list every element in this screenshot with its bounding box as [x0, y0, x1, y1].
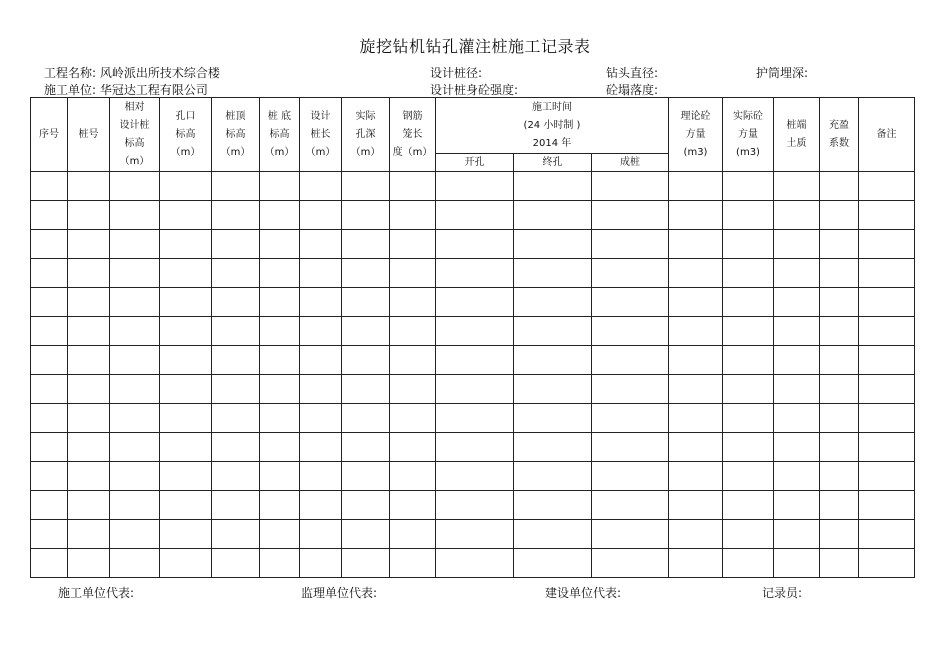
table-cell[interactable] [820, 462, 859, 491]
table-cell[interactable] [592, 404, 669, 433]
table-cell[interactable] [342, 201, 390, 230]
table-row [31, 462, 915, 491]
table-cell[interactable] [592, 172, 669, 201]
table-cell[interactable] [110, 259, 160, 288]
table-cell[interactable] [300, 259, 342, 288]
table-cell[interactable] [820, 201, 859, 230]
table-cell[interactable] [514, 288, 592, 317]
table-cell[interactable] [723, 491, 774, 520]
header-final-hole: 终孔 [514, 154, 592, 172]
table-cell[interactable] [110, 317, 160, 346]
header-filling-factor: 充盈 系数 [820, 98, 859, 172]
table-cell[interactable] [774, 346, 820, 375]
table-cell[interactable] [212, 346, 260, 375]
table-cell[interactable] [390, 201, 436, 230]
table-cell[interactable] [669, 549, 723, 578]
table-cell[interactable] [342, 520, 390, 549]
header-pile-end-soil: 桩端 土质 [774, 98, 820, 172]
table-cell[interactable] [31, 491, 68, 520]
table-cell[interactable] [212, 404, 260, 433]
table-cell[interactable] [436, 375, 514, 404]
table-cell[interactable] [342, 404, 390, 433]
table-cell[interactable] [436, 491, 514, 520]
table-cell[interactable] [212, 317, 260, 346]
table-cell[interactable] [68, 230, 110, 259]
table-cell[interactable] [110, 230, 160, 259]
table-cell[interactable] [514, 230, 592, 259]
table-cell[interactable] [859, 230, 915, 259]
table-cell[interactable] [68, 346, 110, 375]
table-cell[interactable] [260, 288, 300, 317]
table-cell[interactable] [820, 433, 859, 462]
table-cell[interactable] [160, 433, 212, 462]
table-cell[interactable] [514, 491, 592, 520]
table-cell[interactable] [592, 346, 669, 375]
table-cell[interactable] [774, 433, 820, 462]
table-cell[interactable] [160, 201, 212, 230]
table-cell[interactable] [592, 259, 669, 288]
table-row [31, 172, 915, 201]
table-cell[interactable] [514, 462, 592, 491]
table-row [31, 549, 915, 578]
table-cell[interactable] [342, 317, 390, 346]
time-group-line3: 2014 年 [532, 137, 572, 149]
table-cell[interactable] [436, 433, 514, 462]
table-cell[interactable] [669, 433, 723, 462]
table-cell[interactable] [820, 346, 859, 375]
table-cell[interactable] [723, 288, 774, 317]
table-cell[interactable] [514, 259, 592, 288]
table-cell[interactable] [300, 520, 342, 549]
table-cell[interactable] [31, 462, 68, 491]
table-cell[interactable] [110, 404, 160, 433]
table-cell[interactable] [820, 317, 859, 346]
header-theory-volume: 理论砼 方量 (m3) [669, 98, 723, 172]
table-cell[interactable] [110, 375, 160, 404]
table-cell[interactable] [436, 549, 514, 578]
table-cell[interactable] [31, 201, 68, 230]
table-row [31, 259, 915, 288]
table-cell[interactable] [31, 549, 68, 578]
table-cell[interactable] [669, 404, 723, 433]
table-cell[interactable] [342, 288, 390, 317]
table-cell[interactable] [31, 317, 68, 346]
table-cell[interactable] [390, 172, 436, 201]
table-cell[interactable] [260, 433, 300, 462]
table-cell[interactable] [669, 317, 723, 346]
table-cell[interactable] [723, 346, 774, 375]
table-cell[interactable] [68, 549, 110, 578]
table-cell[interactable] [820, 404, 859, 433]
table-cell[interactable] [212, 433, 260, 462]
table-cell[interactable] [300, 433, 342, 462]
table-cell[interactable] [592, 520, 669, 549]
table-cell[interactable] [68, 201, 110, 230]
table-cell[interactable] [774, 520, 820, 549]
construction-record-table [30, 97, 915, 578]
header-pile-no: 桩号 [68, 98, 110, 172]
header-pile-top: 桩顶 标高 （m） [212, 98, 260, 172]
table-cell[interactable] [390, 404, 436, 433]
table-cell[interactable] [212, 288, 260, 317]
table-cell[interactable] [669, 375, 723, 404]
table-cell[interactable] [342, 491, 390, 520]
table-cell[interactable] [820, 172, 859, 201]
table-cell[interactable] [514, 433, 592, 462]
table-cell[interactable] [669, 520, 723, 549]
table-cell[interactable] [212, 491, 260, 520]
table-cell[interactable] [436, 346, 514, 375]
table-cell[interactable] [436, 201, 514, 230]
table-cell[interactable] [212, 462, 260, 491]
table-cell[interactable] [859, 404, 915, 433]
header-remarks: 备注 [859, 98, 915, 172]
table-row [31, 230, 915, 259]
table-cell[interactable] [774, 462, 820, 491]
table-cell[interactable] [859, 433, 915, 462]
casing-depth-label: 护筒埋深: [756, 66, 809, 80]
table-row [31, 520, 915, 549]
table-cell[interactable] [260, 375, 300, 404]
table-cell[interactable] [592, 230, 669, 259]
table-cell[interactable] [260, 201, 300, 230]
table-cell[interactable] [436, 317, 514, 346]
table-cell[interactable] [31, 288, 68, 317]
table-cell[interactable] [342, 462, 390, 491]
table-cell[interactable] [212, 172, 260, 201]
project-name-label: 工程名称: 风岭派出所技术综合楼 [44, 66, 220, 80]
table-cell[interactable] [820, 288, 859, 317]
table-cell[interactable] [820, 230, 859, 259]
table-cell[interactable] [436, 259, 514, 288]
table-cell[interactable] [390, 346, 436, 375]
table-cell[interactable] [514, 520, 592, 549]
table-cell[interactable] [820, 491, 859, 520]
header-design-length: 设计 桩长 （m） [300, 98, 342, 172]
table-cell[interactable] [774, 230, 820, 259]
table-cell[interactable] [342, 172, 390, 201]
table-cell[interactable] [774, 259, 820, 288]
table-cell[interactable] [160, 317, 212, 346]
table-cell[interactable] [774, 201, 820, 230]
table-cell[interactable] [110, 491, 160, 520]
table-cell[interactable] [390, 288, 436, 317]
table-cell[interactable] [300, 462, 342, 491]
header-rel-design-top: 相对 设计桩 标高 （m） [110, 98, 160, 172]
table-cell[interactable] [110, 462, 160, 491]
table-row [31, 404, 915, 433]
table-cell[interactable] [342, 259, 390, 288]
table-cell[interactable] [436, 520, 514, 549]
table-cell[interactable] [723, 172, 774, 201]
owner-rep-label: 建设单位代表: [545, 586, 622, 600]
table-cell[interactable] [31, 375, 68, 404]
table-cell[interactable] [160, 491, 212, 520]
table-cell[interactable] [260, 520, 300, 549]
table-cell[interactable] [342, 346, 390, 375]
table-cell[interactable] [774, 491, 820, 520]
time-group-line2: (24 小时制 ) [523, 119, 581, 131]
table-cell[interactable] [68, 317, 110, 346]
table-cell[interactable] [342, 230, 390, 259]
table-cell[interactable] [859, 201, 915, 230]
design-pile-diameter-label: 设计桩径: [430, 66, 483, 80]
table-cell[interactable] [436, 230, 514, 259]
table-cell[interactable] [820, 259, 859, 288]
table-cell[interactable] [592, 549, 669, 578]
slump-label: 砼塌落度: [606, 83, 659, 97]
table-cell[interactable] [390, 317, 436, 346]
table-cell[interactable] [723, 230, 774, 259]
table-cell[interactable] [68, 375, 110, 404]
table-cell[interactable] [160, 462, 212, 491]
time-group-line1: 施工时间 [532, 101, 572, 113]
table-cell[interactable] [859, 549, 915, 578]
table-cell[interactable] [669, 346, 723, 375]
table-cell[interactable] [300, 346, 342, 375]
table-cell[interactable] [390, 433, 436, 462]
table-cell[interactable] [260, 317, 300, 346]
table-cell[interactable] [110, 346, 160, 375]
table-row [31, 375, 915, 404]
header-cage-length: 钢筋 笼长 度（m） [390, 98, 436, 172]
table-cell[interactable] [390, 462, 436, 491]
table-cell[interactable] [300, 549, 342, 578]
table-cell[interactable] [859, 317, 915, 346]
table-cell[interactable] [390, 375, 436, 404]
table-cell[interactable] [300, 288, 342, 317]
table-cell[interactable] [212, 201, 260, 230]
table-cell[interactable] [436, 172, 514, 201]
header-open-hole: 开孔 [436, 154, 514, 172]
header-actual-volume: 实际砼 方量 (m3) [723, 98, 774, 172]
table-cell[interactable] [723, 317, 774, 346]
table-cell[interactable] [31, 172, 68, 201]
table-cell[interactable] [592, 201, 669, 230]
table-cell[interactable] [592, 462, 669, 491]
table-cell[interactable] [514, 172, 592, 201]
table-row [31, 317, 915, 346]
table-cell[interactable] [592, 491, 669, 520]
table-cell[interactable] [260, 462, 300, 491]
table-cell[interactable] [260, 491, 300, 520]
table-cell[interactable] [300, 404, 342, 433]
table-cell[interactable] [669, 462, 723, 491]
table-cell[interactable] [31, 433, 68, 462]
table-cell[interactable] [31, 404, 68, 433]
table-cell[interactable] [260, 172, 300, 201]
table-cell[interactable] [342, 549, 390, 578]
table-cell[interactable] [212, 259, 260, 288]
table-cell[interactable] [390, 549, 436, 578]
header-pile-bottom: 桩 底 标高 （m） [260, 98, 300, 172]
table-cell[interactable] [160, 172, 212, 201]
table-cell[interactable] [110, 433, 160, 462]
table-cell[interactable] [774, 288, 820, 317]
table-cell[interactable] [514, 549, 592, 578]
table-cell[interactable] [820, 375, 859, 404]
table-cell[interactable] [774, 317, 820, 346]
drill-bit-diameter-label: 钻头直径: [606, 66, 659, 80]
table-cell[interactable] [723, 375, 774, 404]
table-cell[interactable] [110, 520, 160, 549]
table-cell[interactable] [68, 259, 110, 288]
table-cell[interactable] [68, 404, 110, 433]
table-cell[interactable] [110, 172, 160, 201]
table-cell[interactable] [859, 462, 915, 491]
table-cell[interactable] [514, 201, 592, 230]
table-cell[interactable] [31, 520, 68, 549]
table-row [31, 288, 915, 317]
table-cell[interactable] [859, 520, 915, 549]
table-cell[interactable] [669, 172, 723, 201]
table-cell[interactable] [723, 520, 774, 549]
table-cell[interactable] [68, 462, 110, 491]
table-cell[interactable] [160, 288, 212, 317]
table-cell[interactable] [260, 230, 300, 259]
table-cell[interactable] [859, 172, 915, 201]
table-cell[interactable] [300, 230, 342, 259]
table-cell[interactable] [160, 404, 212, 433]
table-cell[interactable] [160, 346, 212, 375]
table-cell[interactable] [436, 288, 514, 317]
table-cell[interactable] [774, 549, 820, 578]
table-cell[interactable] [300, 317, 342, 346]
table-cell[interactable] [859, 375, 915, 404]
header-construction-time [436, 98, 669, 154]
table-cell[interactable] [212, 230, 260, 259]
table-cell[interactable] [436, 462, 514, 491]
construction-unit-label: 施工单位: 华冠达工程有限公司 [44, 83, 208, 97]
table-cell[interactable] [300, 172, 342, 201]
table-cell[interactable] [390, 491, 436, 520]
table-cell[interactable] [300, 491, 342, 520]
table-cell[interactable] [774, 375, 820, 404]
table-cell[interactable] [31, 230, 68, 259]
table-cell[interactable] [212, 549, 260, 578]
record-rows [31, 172, 915, 578]
table-cell[interactable] [160, 375, 212, 404]
table-cell[interactable] [859, 259, 915, 288]
table-cell[interactable] [669, 201, 723, 230]
header-seq: 序号 [31, 98, 68, 172]
table-cell[interactable] [859, 491, 915, 520]
table-cell[interactable] [820, 520, 859, 549]
table-cell[interactable] [820, 549, 859, 578]
header-pile-formed: 成桩 [592, 154, 669, 172]
design-concrete-strength-label: 设计桩身砼强度: [430, 83, 519, 97]
table-cell[interactable] [669, 259, 723, 288]
table-cell[interactable] [160, 549, 212, 578]
table-row [31, 346, 915, 375]
table-cell[interactable] [723, 201, 774, 230]
table-row [31, 201, 915, 230]
header-actual-depth: 实际 孔深 （m） [342, 98, 390, 172]
table-cell[interactable] [592, 375, 669, 404]
table-cell[interactable] [723, 462, 774, 491]
table-cell[interactable] [436, 404, 514, 433]
table-cell[interactable] [592, 433, 669, 462]
table-cell[interactable] [160, 520, 212, 549]
table-cell[interactable] [212, 375, 260, 404]
table-cell[interactable] [669, 491, 723, 520]
table-cell[interactable] [514, 404, 592, 433]
page-title: 旋挖钻机钻孔灌注桩施工记录表 [359, 37, 591, 56]
table-cell[interactable] [514, 317, 592, 346]
table-cell[interactable] [390, 520, 436, 549]
table-cell[interactable] [212, 520, 260, 549]
table-cell[interactable] [859, 346, 915, 375]
table-cell[interactable] [723, 259, 774, 288]
table-cell[interactable] [160, 259, 212, 288]
table-cell[interactable] [68, 520, 110, 549]
table-cell[interactable] [669, 288, 723, 317]
table-cell[interactable] [774, 404, 820, 433]
table-cell[interactable] [260, 259, 300, 288]
table-cell[interactable] [260, 404, 300, 433]
table-cell[interactable] [342, 375, 390, 404]
header-hole-mouth: 孔口 标高 （m） [160, 98, 212, 172]
table-cell[interactable] [592, 288, 669, 317]
table-cell[interactable] [68, 433, 110, 462]
table-cell[interactable] [723, 433, 774, 462]
table-cell[interactable] [774, 172, 820, 201]
table-cell[interactable] [592, 317, 669, 346]
table-cell[interactable] [260, 346, 300, 375]
table-cell[interactable] [723, 404, 774, 433]
table-row [31, 433, 915, 462]
supervision-rep-label: 监理单位代表: [301, 586, 378, 600]
table-cell[interactable] [68, 288, 110, 317]
table-cell[interactable] [110, 201, 160, 230]
construction-rep-label: 施工单位代表: [58, 586, 135, 600]
table-row [31, 491, 915, 520]
table-cell[interactable] [68, 172, 110, 201]
recorder-label: 记录员: [762, 586, 803, 600]
table-cell[interactable] [31, 259, 68, 288]
table-cell[interactable] [390, 230, 436, 259]
table-cell[interactable] [723, 549, 774, 578]
table-cell[interactable] [342, 433, 390, 462]
table-cell[interactable] [31, 346, 68, 375]
table-cell[interactable] [859, 288, 915, 317]
table-cell[interactable] [260, 549, 300, 578]
table-cell[interactable] [300, 201, 342, 230]
table-cell[interactable] [68, 491, 110, 520]
table-cell[interactable] [110, 549, 160, 578]
table-cell[interactable] [514, 346, 592, 375]
table-cell[interactable] [300, 375, 342, 404]
table-cell[interactable] [390, 259, 436, 288]
table-cell[interactable] [160, 230, 212, 259]
table-cell[interactable] [669, 230, 723, 259]
table-cell[interactable] [110, 288, 160, 317]
table-cell[interactable] [514, 375, 592, 404]
